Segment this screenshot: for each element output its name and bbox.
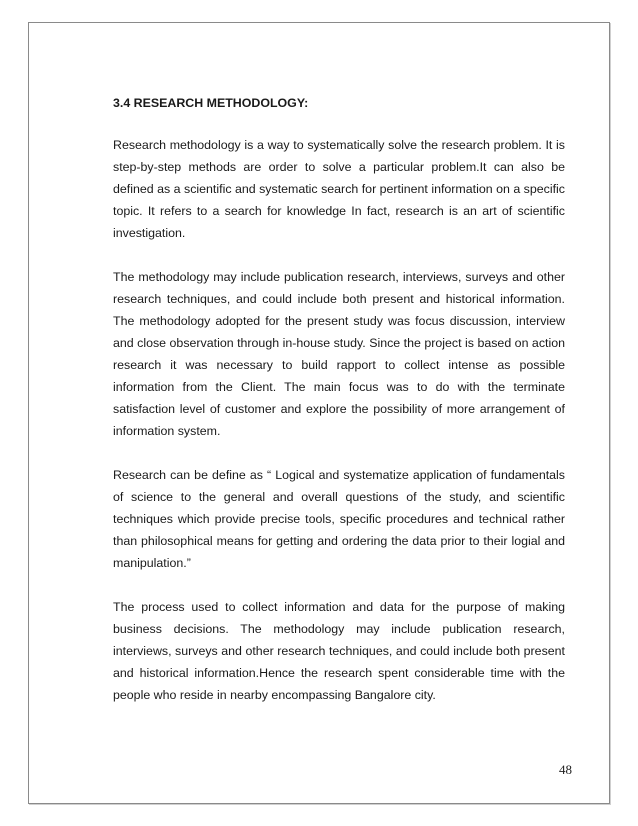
page-number: 48 xyxy=(559,762,572,777)
paragraph-definition: Research methodology is a way to systematically solve the research problem. It is step-by-step methods are order to solve a particular problem.It can also be defined as a scientific and systematic search for pertinent information on a specific topic. It refers to a search for knowledge In fact, research is an art of scientific investigation. xyxy=(113,138,565,240)
page-content xyxy=(113,92,565,728)
section-heading: 3.4 RESEARCH METHODOLOGY: xyxy=(113,96,309,110)
paragraph-methodology: The methodology may include publication research, interviews, surveys and other research techniques, and could include both present and historical information. The methodology adopted for the present study was focus discussion, interview and close observation through in-house study. Since the project is based on action research it was necessary to build rapport to collect intense as possible information from the Client. The main focus was to do with the terminate satisfaction level of customer and explore the possibility of more arrangement of information system. xyxy=(113,270,565,438)
paragraph-quote: Research can be define as “ Logical and systematize application of fundamentals of science to the general and overall questions of the study, and scientific techniques which provide precise tools, specific procedures and technical rather than philosophical means for getting and ordering the data prior to their logial and manipulation.” xyxy=(113,468,565,570)
paragraph-process: The process used to collect information and data for the purpose of making business decisions. The methodology may include publication research, interviews, surveys and other research techniques, and could include both present and historical information.Hence the research spent considerable time with the people who reside in nearby encompassing Bangalore city. xyxy=(113,600,565,702)
